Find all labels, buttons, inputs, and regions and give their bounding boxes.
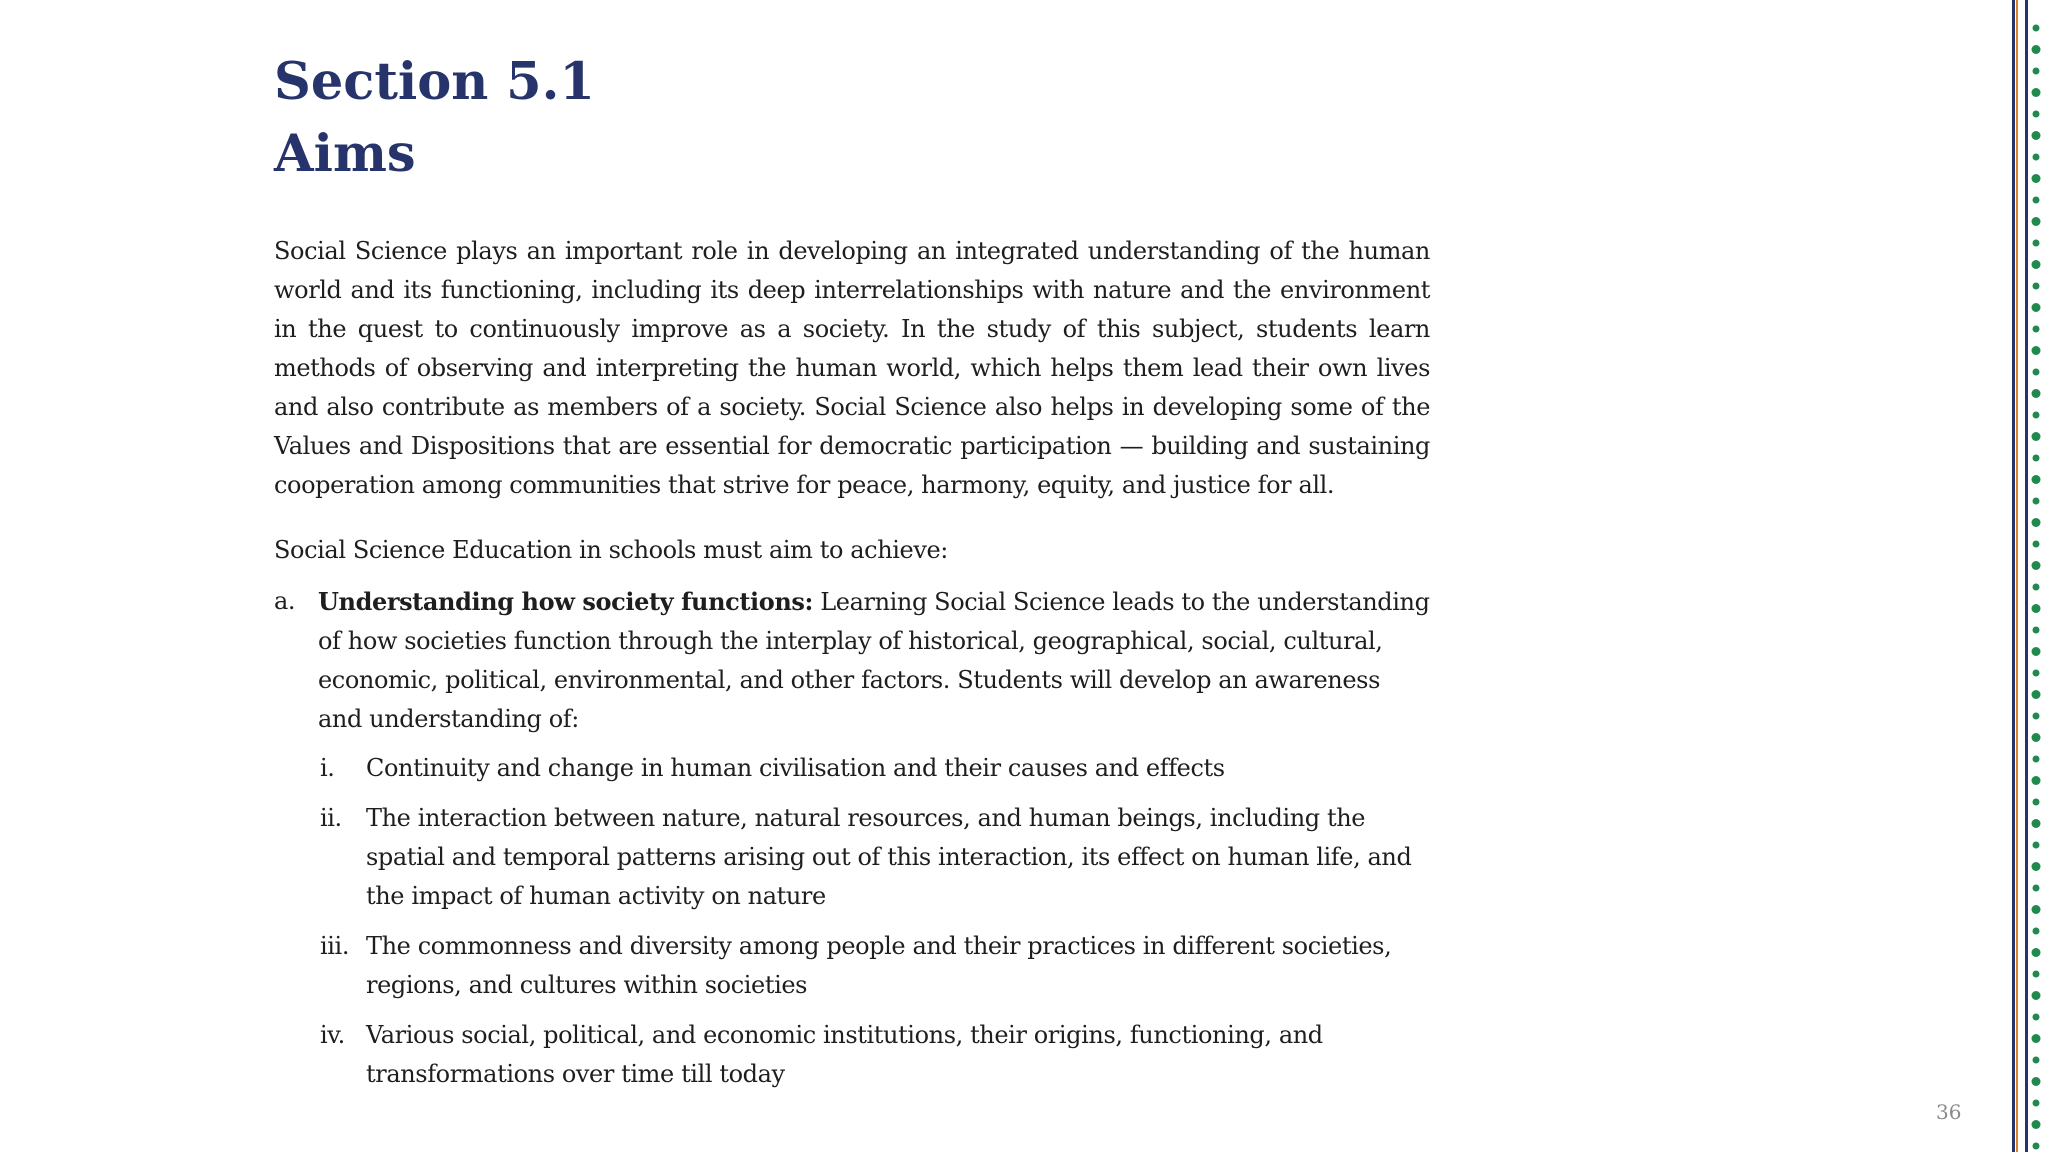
list-item-text: The interaction between nature, natural resources, and human beings, including the spatial and temporal patterns arising out of this interaction, its effect on human life, and the impact of human activity on nature — [366, 804, 1412, 910]
border-dot — [2033, 283, 2040, 290]
border-dot — [2033, 1057, 2040, 1064]
sub-item-list — [274, 749, 1430, 1094]
border-dot — [2032, 647, 2041, 656]
list-item — [318, 1016, 1430, 1094]
border-dot — [2033, 971, 2040, 978]
border-dot — [2032, 217, 2041, 226]
list-item-number: ii. — [320, 804, 342, 832]
list-item-text: Various social, political, and economic institutions, their origins, functioning, and transformations over time till today — [366, 1021, 1323, 1088]
aim-text: Learning Social Science leads to the understanding of how societies function through the interplay of historical, geographical, social, cultural, economic, political, environmental, and other factors. Students will develop an awareness and understanding of: — [318, 588, 1430, 733]
border-dot — [2032, 475, 2041, 484]
border-dot — [2033, 412, 2040, 419]
border-dot — [2032, 991, 2041, 1000]
aim-heading: Understanding how society functions: — [318, 587, 814, 616]
border-dot — [2032, 45, 2041, 54]
decorative-border-lines — [2012, 0, 2028, 1152]
border-dot — [2032, 819, 2041, 828]
list-item-number: i. — [320, 754, 335, 782]
border-dot — [2032, 432, 2041, 441]
border-dot — [2033, 1014, 2040, 1021]
border-dot — [2033, 670, 2040, 677]
border-dot — [2033, 799, 2040, 806]
border-dot — [2033, 326, 2040, 333]
border-dot — [2032, 1120, 2041, 1129]
border-dot — [2033, 197, 2040, 204]
border-dot — [2032, 905, 2041, 914]
border-dot — [2032, 948, 2041, 957]
aim-item-a — [274, 582, 1430, 739]
border-dot — [2033, 713, 2040, 720]
list-item — [318, 799, 1430, 916]
border-dot — [2032, 174, 2041, 183]
border-dot — [2033, 25, 2040, 32]
border-dot — [2032, 518, 2041, 527]
decorative-dot-border — [2028, 0, 2048, 1152]
page-number: 36 — [1936, 1100, 1962, 1124]
list-item-number: iv. — [320, 1021, 345, 1049]
section-title — [274, 46, 1430, 190]
border-dot — [2032, 1034, 2041, 1043]
border-dot — [2033, 928, 2040, 935]
section-number: Section 5.1 — [274, 52, 595, 112]
list-item-number: iii. — [320, 932, 350, 960]
border-dot — [2033, 584, 2040, 591]
border-line-orange — [2016, 0, 2018, 1152]
border-dot — [2033, 842, 2040, 849]
border-dot — [2032, 862, 2041, 871]
list-item — [318, 927, 1430, 1005]
aim-marker: a. — [274, 587, 296, 615]
border-dot — [2033, 1143, 2040, 1150]
border-dot — [2032, 346, 2041, 355]
border-line-navy — [2012, 0, 2015, 1152]
section-heading: Aims — [274, 124, 416, 184]
border-dot — [2032, 776, 2041, 785]
border-dot — [2033, 455, 2040, 462]
border-dot — [2032, 733, 2041, 742]
border-dot — [2032, 1077, 2041, 1086]
border-dot — [2033, 111, 2040, 118]
intro-paragraph: Social Science plays an important role in developing an integrated understanding of the human world and its functioning, including its deep interrelationships with nature and the environment in the quest to continuously improve as a society. In the study of this subject, students learn methods of observing and interpreting the human world, which helps them lead their own lives and also contribute as members of a society. Social Science also helps in developing some of the Values and Dispositions that are essential for democratic participation — building and sustaining cooperation among communities that strive for peace, harmony, equity, and justice for all. — [274, 237, 1430, 499]
border-dot — [2033, 1100, 2040, 1107]
border-dot — [2032, 604, 2041, 613]
list-item — [318, 749, 1430, 788]
border-dot — [2033, 154, 2040, 161]
border-dot — [2033, 240, 2040, 247]
border-dot — [2033, 627, 2040, 634]
border-dot — [2032, 389, 2041, 398]
border-dot — [2032, 260, 2041, 269]
border-dot — [2032, 690, 2041, 699]
page-content — [274, 46, 1430, 1105]
border-dot — [2033, 68, 2040, 75]
list-item-text: Continuity and change in human civilisation and their causes and effects — [366, 754, 1225, 782]
border-dot — [2033, 498, 2040, 505]
border-dot — [2032, 131, 2041, 140]
list-item-text: The commonness and diversity among people and their practices in different societies, regions, and cultures within societies — [366, 932, 1392, 999]
border-dot — [2032, 303, 2041, 312]
border-dot — [2033, 541, 2040, 548]
border-dot — [2032, 88, 2041, 97]
border-dot — [2033, 885, 2040, 892]
border-dot — [2033, 369, 2040, 376]
border-dot — [2033, 756, 2040, 763]
aims-lead-text: Social Science Education in schools must aim to achieve: — [274, 536, 948, 564]
border-dot — [2032, 561, 2041, 570]
